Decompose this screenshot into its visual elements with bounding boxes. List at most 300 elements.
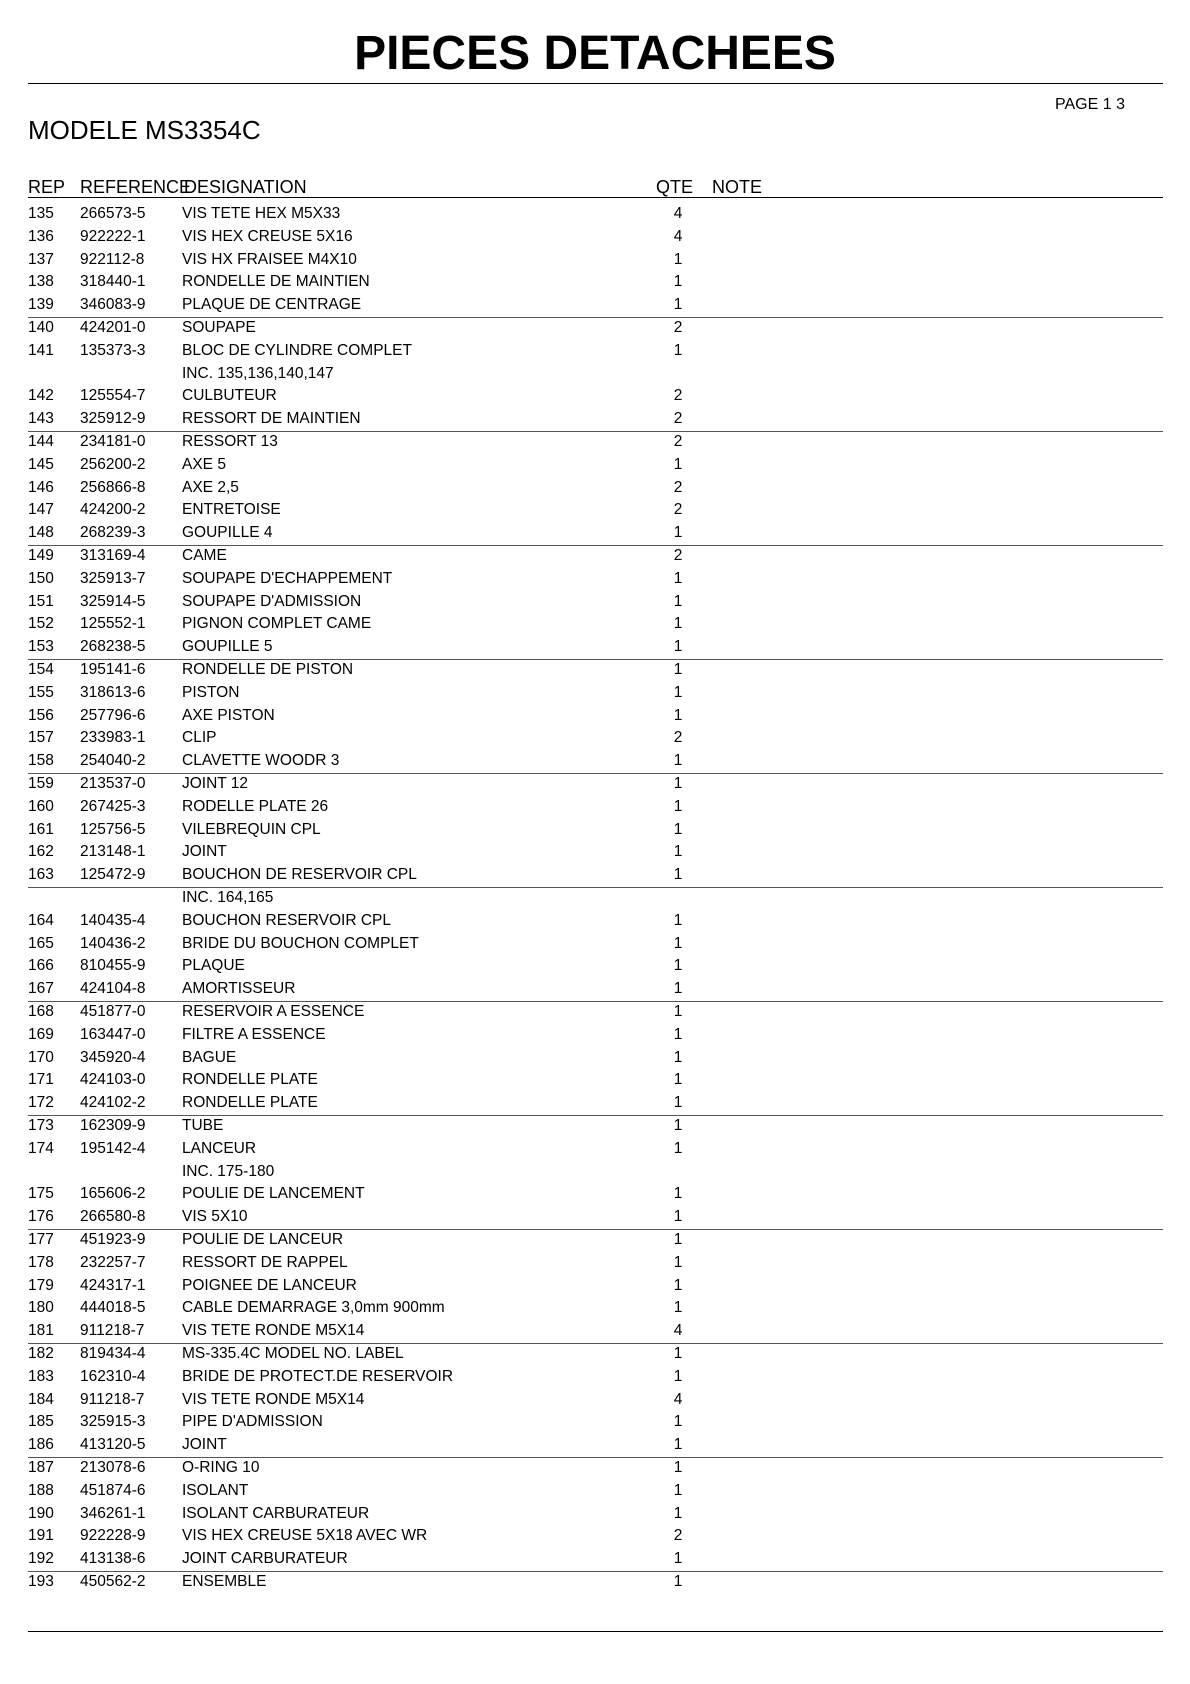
row-reference: 325914-5	[80, 592, 146, 610]
row-designation: POIGNEE DE LANCEUR	[182, 1276, 357, 1294]
table-row	[0, 477, 1190, 500]
row-rep: 174	[28, 1139, 54, 1157]
row-rep: 142	[28, 387, 54, 405]
table-row	[0, 1183, 1190, 1206]
row-rep: 146	[28, 478, 54, 496]
row-qty: 1	[673, 1025, 683, 1043]
row-qty: 1	[673, 1436, 683, 1454]
row-qty: 1	[673, 683, 683, 701]
table-row	[0, 385, 1190, 408]
row-qty: 1	[673, 638, 683, 656]
row-reference: 135373-3	[80, 341, 146, 359]
table-row	[0, 750, 1190, 773]
row-qty: 1	[673, 661, 683, 678]
row-designation: JOINT CARBURATEUR	[182, 1550, 348, 1568]
row-reference: 256866-8	[80, 478, 146, 496]
row-reference: 267425-3	[80, 797, 146, 815]
row-qty: 1	[673, 1550, 683, 1568]
table-row	[0, 841, 1190, 864]
row-rep: 188	[28, 1481, 54, 1499]
row-qty: 1	[673, 1003, 683, 1020]
row-reference: 233983-1	[80, 729, 146, 747]
row-rep: 149	[28, 547, 54, 564]
row-qty: 1	[673, 706, 683, 724]
row-qty: 1	[673, 1504, 683, 1522]
row-designation: AXE 5	[182, 455, 226, 473]
row-qty: 4	[673, 205, 683, 222]
row-reference: 125756-5	[80, 820, 146, 838]
row-reference: 810455-9	[80, 957, 146, 975]
row-rep: 140	[28, 319, 54, 336]
row-rep: 172	[28, 1094, 54, 1112]
table-row	[0, 317, 1190, 340]
table-row	[0, 1047, 1190, 1070]
row-qty: 1	[673, 934, 683, 952]
row-rep: 165	[28, 934, 54, 952]
row-designation: AMORTISSEUR	[182, 980, 296, 998]
row-designation: PLAQUE	[182, 957, 245, 975]
row-designation: VIS TETE HEX M5X33	[182, 205, 341, 222]
row-designation: CULBUTEUR	[182, 387, 277, 405]
row-rep: 148	[28, 524, 54, 542]
row-designation: VIS HEX CREUSE 5X16	[182, 227, 353, 245]
row-qty: 1	[673, 1185, 683, 1203]
row-rep: 153	[28, 638, 54, 656]
row-designation: BOUCHON DE RESERVOIR CPL	[182, 866, 417, 884]
table-row	[0, 1343, 1190, 1366]
row-reference: 268239-3	[80, 524, 146, 542]
row-reference: 268238-5	[80, 638, 146, 656]
row-reference: 213078-6	[80, 1459, 146, 1476]
table-row	[0, 1457, 1190, 1480]
row-qty: 1	[673, 866, 683, 884]
row-rep: 178	[28, 1253, 54, 1271]
row-rep: 135	[28, 205, 54, 222]
row-designation: SOUPAPE D'ADMISSION	[182, 592, 362, 610]
row-reference: 922112-8	[80, 250, 145, 268]
column-header-rep: REP	[28, 177, 66, 197]
row-rep: 163	[28, 866, 54, 884]
table-row	[0, 1366, 1190, 1389]
table-row	[0, 910, 1190, 933]
row-reference: 195142-4	[80, 1139, 146, 1157]
row-designation: PISTON	[182, 683, 240, 701]
row-qty: 1	[673, 1071, 683, 1089]
row-rep: 170	[28, 1048, 54, 1066]
row-designation: FILTRE A ESSENCE	[182, 1025, 326, 1043]
row-designation: POULIE DE LANCEUR	[182, 1231, 344, 1248]
row-reference: 345920-4	[80, 1048, 146, 1066]
row-designation: RONDELLE DE PISTON	[182, 661, 354, 678]
row-qty: 1	[673, 843, 683, 861]
row-qty: 1	[673, 980, 683, 998]
row-qty: 2	[673, 501, 683, 519]
table-row	[0, 796, 1190, 819]
row-qty: 1	[673, 1367, 683, 1385]
table-row	[0, 568, 1190, 591]
row-designation: PIGNON COMPLET CAME	[182, 615, 372, 633]
row-rep: 141	[28, 341, 54, 359]
footer-rule	[28, 1631, 1163, 1632]
table-row	[0, 955, 1190, 978]
row-reference: 424103-0	[80, 1071, 146, 1089]
row-qty: 1	[673, 296, 683, 314]
row-qty: 1	[673, 1048, 683, 1066]
row-reference: 450562-2	[80, 1573, 146, 1590]
table-row	[0, 705, 1190, 728]
row-designation: PLAQUE DE CENTRAGE	[182, 296, 362, 314]
row-designation: ENSEMBLE	[182, 1573, 267, 1590]
table-row	[0, 249, 1190, 272]
row-reference: 325913-7	[80, 569, 146, 587]
row-qty: 1	[673, 615, 683, 633]
row-qty: 1	[673, 911, 683, 929]
row-reference: 444018-5	[80, 1299, 146, 1317]
row-designation: TUBE	[182, 1117, 224, 1134]
row-designation: BAGUE	[182, 1048, 237, 1066]
table-row	[0, 1389, 1190, 1412]
row-rep: 175	[28, 1185, 54, 1203]
row-designation: INC. 175-180	[182, 1162, 275, 1180]
row-reference: 163447-0	[80, 1025, 146, 1043]
row-reference: 346261-1	[80, 1504, 146, 1522]
row-designation: INC. 135,136,140,147	[182, 364, 334, 382]
row-designation: MS-335.4C MODEL NO. LABEL	[182, 1345, 404, 1362]
row-reference: 125552-1	[80, 615, 146, 633]
row-qty: 1	[673, 273, 683, 291]
row-rep: 139	[28, 296, 54, 314]
row-rep: 173	[28, 1117, 54, 1134]
row-designation: SOUPAPE D'ECHAPPEMENT	[182, 569, 393, 587]
row-designation: VILEBREQUIN CPL	[182, 820, 321, 838]
row-qty: 1	[673, 341, 683, 359]
row-rep: 137	[28, 250, 54, 268]
row-qty: 1	[673, 1208, 683, 1226]
table-row	[0, 431, 1190, 454]
row-designation: CLIP	[182, 729, 217, 747]
row-qty: 1	[673, 1094, 683, 1112]
row-designation: JOINT	[182, 1436, 227, 1454]
row-rep: 154	[28, 661, 54, 678]
table-row	[0, 1161, 1190, 1184]
row-reference: 922222-1	[80, 227, 146, 245]
row-reference: 232257-7	[80, 1253, 146, 1271]
row-designation: ENTRETOISE	[182, 501, 281, 519]
row-qty: 2	[673, 433, 683, 450]
row-reference: 424104-8	[80, 980, 146, 998]
row-designation: SOUPAPE	[182, 319, 256, 336]
row-reference: 424201-0	[80, 319, 146, 336]
row-reference: 213537-0	[80, 775, 146, 792]
row-designation: CAME	[182, 547, 227, 564]
row-rep: 144	[28, 433, 54, 450]
row-designation: VIS HEX CREUSE 5X18 AVEC WR	[182, 1527, 428, 1545]
row-reference: 451874-6	[80, 1481, 146, 1499]
row-reference: 318440-1	[80, 273, 146, 291]
row-rep: 169	[28, 1025, 54, 1043]
row-designation: GOUPILLE 5	[182, 638, 273, 656]
table-row	[0, 499, 1190, 522]
column-header-reference: REFERENCE	[80, 177, 192, 197]
row-qty: 1	[673, 820, 683, 838]
page-number: PAGE 1 3	[1055, 96, 1125, 113]
row-rep: 191	[28, 1527, 54, 1545]
row-reference: 451923-9	[80, 1231, 146, 1248]
row-rep: 171	[28, 1071, 54, 1089]
column-header-designation: DESIGNATION	[184, 177, 307, 197]
row-rep: 186	[28, 1436, 54, 1454]
row-designation: RONDELLE PLATE	[182, 1094, 318, 1112]
row-qty: 4	[673, 1322, 683, 1340]
row-rep: 184	[28, 1390, 54, 1408]
row-designation: VIS TETE RONDE M5X14	[182, 1390, 365, 1408]
table-row	[0, 682, 1190, 705]
row-reference: 424317-1	[80, 1276, 146, 1294]
row-qty: 1	[673, 797, 683, 815]
table-row	[0, 636, 1190, 659]
row-rep: 164	[28, 911, 54, 929]
row-reference: 346083-9	[80, 296, 146, 314]
row-designation: RONDELLE PLATE	[182, 1071, 318, 1089]
row-rep: 145	[28, 455, 54, 473]
row-rep: 166	[28, 957, 54, 975]
table-row	[0, 408, 1190, 431]
row-rep: 156	[28, 706, 54, 724]
table-row	[0, 522, 1190, 545]
row-designation: LANCEUR	[182, 1139, 257, 1157]
row-rep: 185	[28, 1413, 54, 1431]
row-qty: 1	[673, 592, 683, 610]
row-reference: 162309-9	[80, 1117, 146, 1134]
row-reference: 254040-2	[80, 752, 146, 770]
row-qty: 2	[673, 547, 683, 564]
table-row	[0, 1275, 1190, 1298]
row-designation: JOINT	[182, 843, 227, 861]
row-rep: 151	[28, 592, 54, 610]
row-qty: 1	[673, 1231, 683, 1248]
table-row	[0, 933, 1190, 956]
row-rep: 193	[28, 1573, 54, 1590]
table-row	[0, 1024, 1190, 1047]
row-reference: 195141-6	[80, 661, 146, 678]
row-rep: 160	[28, 797, 54, 815]
row-qty: 1	[673, 1299, 683, 1317]
column-header-note: NOTE	[712, 177, 763, 197]
row-reference: 140436-2	[80, 934, 146, 952]
row-reference: 256200-2	[80, 455, 146, 473]
row-rep: 187	[28, 1459, 54, 1476]
row-designation: RESSORT 13	[182, 433, 278, 450]
row-rep: 159	[28, 775, 54, 792]
row-designation: AXE 2,5	[182, 478, 239, 496]
row-designation: RODELLE PLATE 26	[182, 797, 329, 815]
table-row	[0, 1115, 1190, 1138]
table-row	[0, 1069, 1190, 1092]
table-row	[0, 727, 1190, 750]
row-designation: RESERVOIR A ESSENCE	[182, 1003, 365, 1020]
row-reference: 911218-7	[80, 1390, 145, 1408]
table-row	[0, 1503, 1190, 1526]
row-qty: 1	[673, 524, 683, 542]
row-rep: 177	[28, 1231, 54, 1248]
row-rep: 176	[28, 1208, 54, 1226]
row-reference: 819434-4	[80, 1345, 146, 1362]
page-title: PIECES DETACHEES	[354, 27, 836, 80]
row-designation: VIS 5X10	[182, 1208, 248, 1226]
row-reference: 234181-0	[80, 433, 146, 450]
row-reference: 266573-5	[80, 205, 146, 222]
row-qty: 1	[673, 1117, 683, 1134]
row-rep: 192	[28, 1550, 54, 1568]
row-designation: BLOC DE CYLINDRE COMPLET	[182, 341, 412, 359]
row-designation: O-RING 10	[182, 1459, 260, 1476]
table-row	[0, 1138, 1190, 1161]
row-reference: 413120-5	[80, 1436, 146, 1454]
row-reference: 257796-6	[80, 706, 146, 724]
row-rep: 179	[28, 1276, 54, 1294]
row-rep: 168	[28, 1003, 54, 1020]
row-rep: 138	[28, 273, 54, 291]
row-designation: BOUCHON RESERVOIR CPL	[182, 911, 392, 929]
row-qty: 2	[673, 387, 683, 405]
row-designation: AXE PISTON	[182, 706, 275, 724]
row-qty: 1	[673, 1139, 683, 1157]
table-row	[0, 226, 1190, 249]
table-row	[0, 1480, 1190, 1503]
column-header-qty: QTE	[656, 177, 694, 197]
row-designation: RESSORT DE MAINTIEN	[182, 410, 361, 428]
row-designation: RESSORT DE RAPPEL	[182, 1253, 348, 1271]
row-reference: 424200-2	[80, 501, 146, 519]
row-rep: 162	[28, 843, 54, 861]
row-rep: 152	[28, 615, 54, 633]
table-row	[0, 819, 1190, 842]
row-qty: 1	[673, 250, 683, 268]
row-qty: 4	[673, 1390, 683, 1408]
row-qty: 2	[673, 478, 683, 496]
row-designation: ISOLANT CARBURATEUR	[182, 1504, 370, 1522]
row-designation: POULIE DE LANCEMENT	[182, 1185, 365, 1203]
row-qty: 1	[673, 455, 683, 473]
row-qty: 1	[673, 775, 683, 792]
row-qty: 2	[673, 410, 683, 428]
table-row	[0, 1411, 1190, 1434]
row-rep: 136	[28, 227, 54, 245]
row-reference: 313169-4	[80, 547, 146, 564]
row-reference: 140435-4	[80, 911, 146, 929]
table-row	[0, 545, 1190, 568]
row-reference: 911218-7	[80, 1322, 145, 1340]
table-row	[0, 1525, 1190, 1548]
table-row	[0, 271, 1190, 294]
row-designation: PIPE D'ADMISSION	[182, 1413, 323, 1431]
row-qty: 1	[673, 752, 683, 770]
row-qty: 1	[673, 1253, 683, 1271]
row-reference: 413138-6	[80, 1550, 146, 1568]
row-designation: CLAVETTE WOODR 3	[182, 752, 340, 770]
row-designation: BRIDE DE PROTECT.DE RESERVOIR	[182, 1367, 454, 1385]
table-row	[0, 1571, 1190, 1594]
row-rep: 157	[28, 729, 54, 747]
row-rep: 155	[28, 683, 54, 701]
row-qty: 2	[673, 729, 683, 747]
row-rep: 161	[28, 820, 54, 838]
row-designation: RONDELLE DE MAINTIEN	[182, 273, 370, 291]
row-qty: 1	[673, 1573, 683, 1590]
row-reference: 424102-2	[80, 1094, 146, 1112]
table-row	[0, 591, 1190, 614]
row-qty: 1	[673, 1459, 683, 1476]
row-qty: 1	[673, 1345, 683, 1362]
table-row	[0, 1206, 1190, 1229]
row-rep: 183	[28, 1367, 54, 1385]
table-row	[0, 864, 1190, 887]
table-row	[0, 294, 1190, 317]
row-rep: 167	[28, 980, 54, 998]
row-rep: 150	[28, 569, 54, 587]
row-rep: 180	[28, 1299, 54, 1317]
table-row	[0, 613, 1190, 636]
row-qty: 1	[673, 1276, 683, 1294]
row-rep: 182	[28, 1345, 54, 1362]
row-rep: 190	[28, 1504, 54, 1522]
row-reference: 318613-6	[80, 683, 146, 701]
row-qty: 4	[673, 227, 683, 245]
table-row	[0, 773, 1190, 796]
table-row	[0, 1548, 1190, 1571]
table-row	[0, 1092, 1190, 1115]
row-designation: CABLE DEMARRAGE 3,0mm 900mm	[182, 1299, 445, 1317]
table-row	[0, 659, 1190, 682]
row-qty: 2	[673, 1527, 683, 1545]
row-designation: GOUPILLE 4	[182, 524, 273, 542]
table-row	[0, 454, 1190, 477]
row-rep: 143	[28, 410, 54, 428]
row-qty: 2	[673, 319, 683, 336]
row-reference: 162310-4	[80, 1367, 146, 1385]
table-row	[0, 887, 1190, 910]
table-row	[0, 1001, 1190, 1024]
row-designation: JOINT 12	[182, 775, 249, 792]
table-row	[0, 1252, 1190, 1275]
row-reference: 125554-7	[80, 387, 146, 405]
row-rep: 158	[28, 752, 54, 770]
table-row	[0, 340, 1190, 363]
row-designation: VIS HX FRAISEE M4X10	[182, 250, 357, 268]
table-row	[0, 1297, 1190, 1320]
row-reference: 325912-9	[80, 410, 146, 428]
row-qty: 1	[673, 569, 683, 587]
row-reference: 165606-2	[80, 1185, 146, 1203]
row-reference: 125472-9	[80, 866, 146, 884]
row-designation: VIS TETE RONDE M5X14	[182, 1322, 365, 1340]
row-designation: BRIDE DU BOUCHON COMPLET	[182, 934, 419, 952]
row-designation: INC. 164,165	[182, 889, 274, 906]
row-reference: 266580-8	[80, 1208, 146, 1226]
row-qty: 1	[673, 1413, 683, 1431]
table-row	[0, 1434, 1190, 1457]
row-reference: 922228-9	[80, 1527, 146, 1545]
row-qty: 1	[673, 957, 683, 975]
row-rep: 147	[28, 501, 54, 519]
row-qty: 1	[673, 1481, 683, 1499]
row-rep: 181	[28, 1322, 54, 1340]
row-reference: 451877-0	[80, 1003, 146, 1020]
table-row	[0, 1229, 1190, 1252]
model-heading: MODELE MS3354C	[28, 115, 261, 145]
table-row	[0, 203, 1190, 226]
table-row	[0, 363, 1190, 386]
